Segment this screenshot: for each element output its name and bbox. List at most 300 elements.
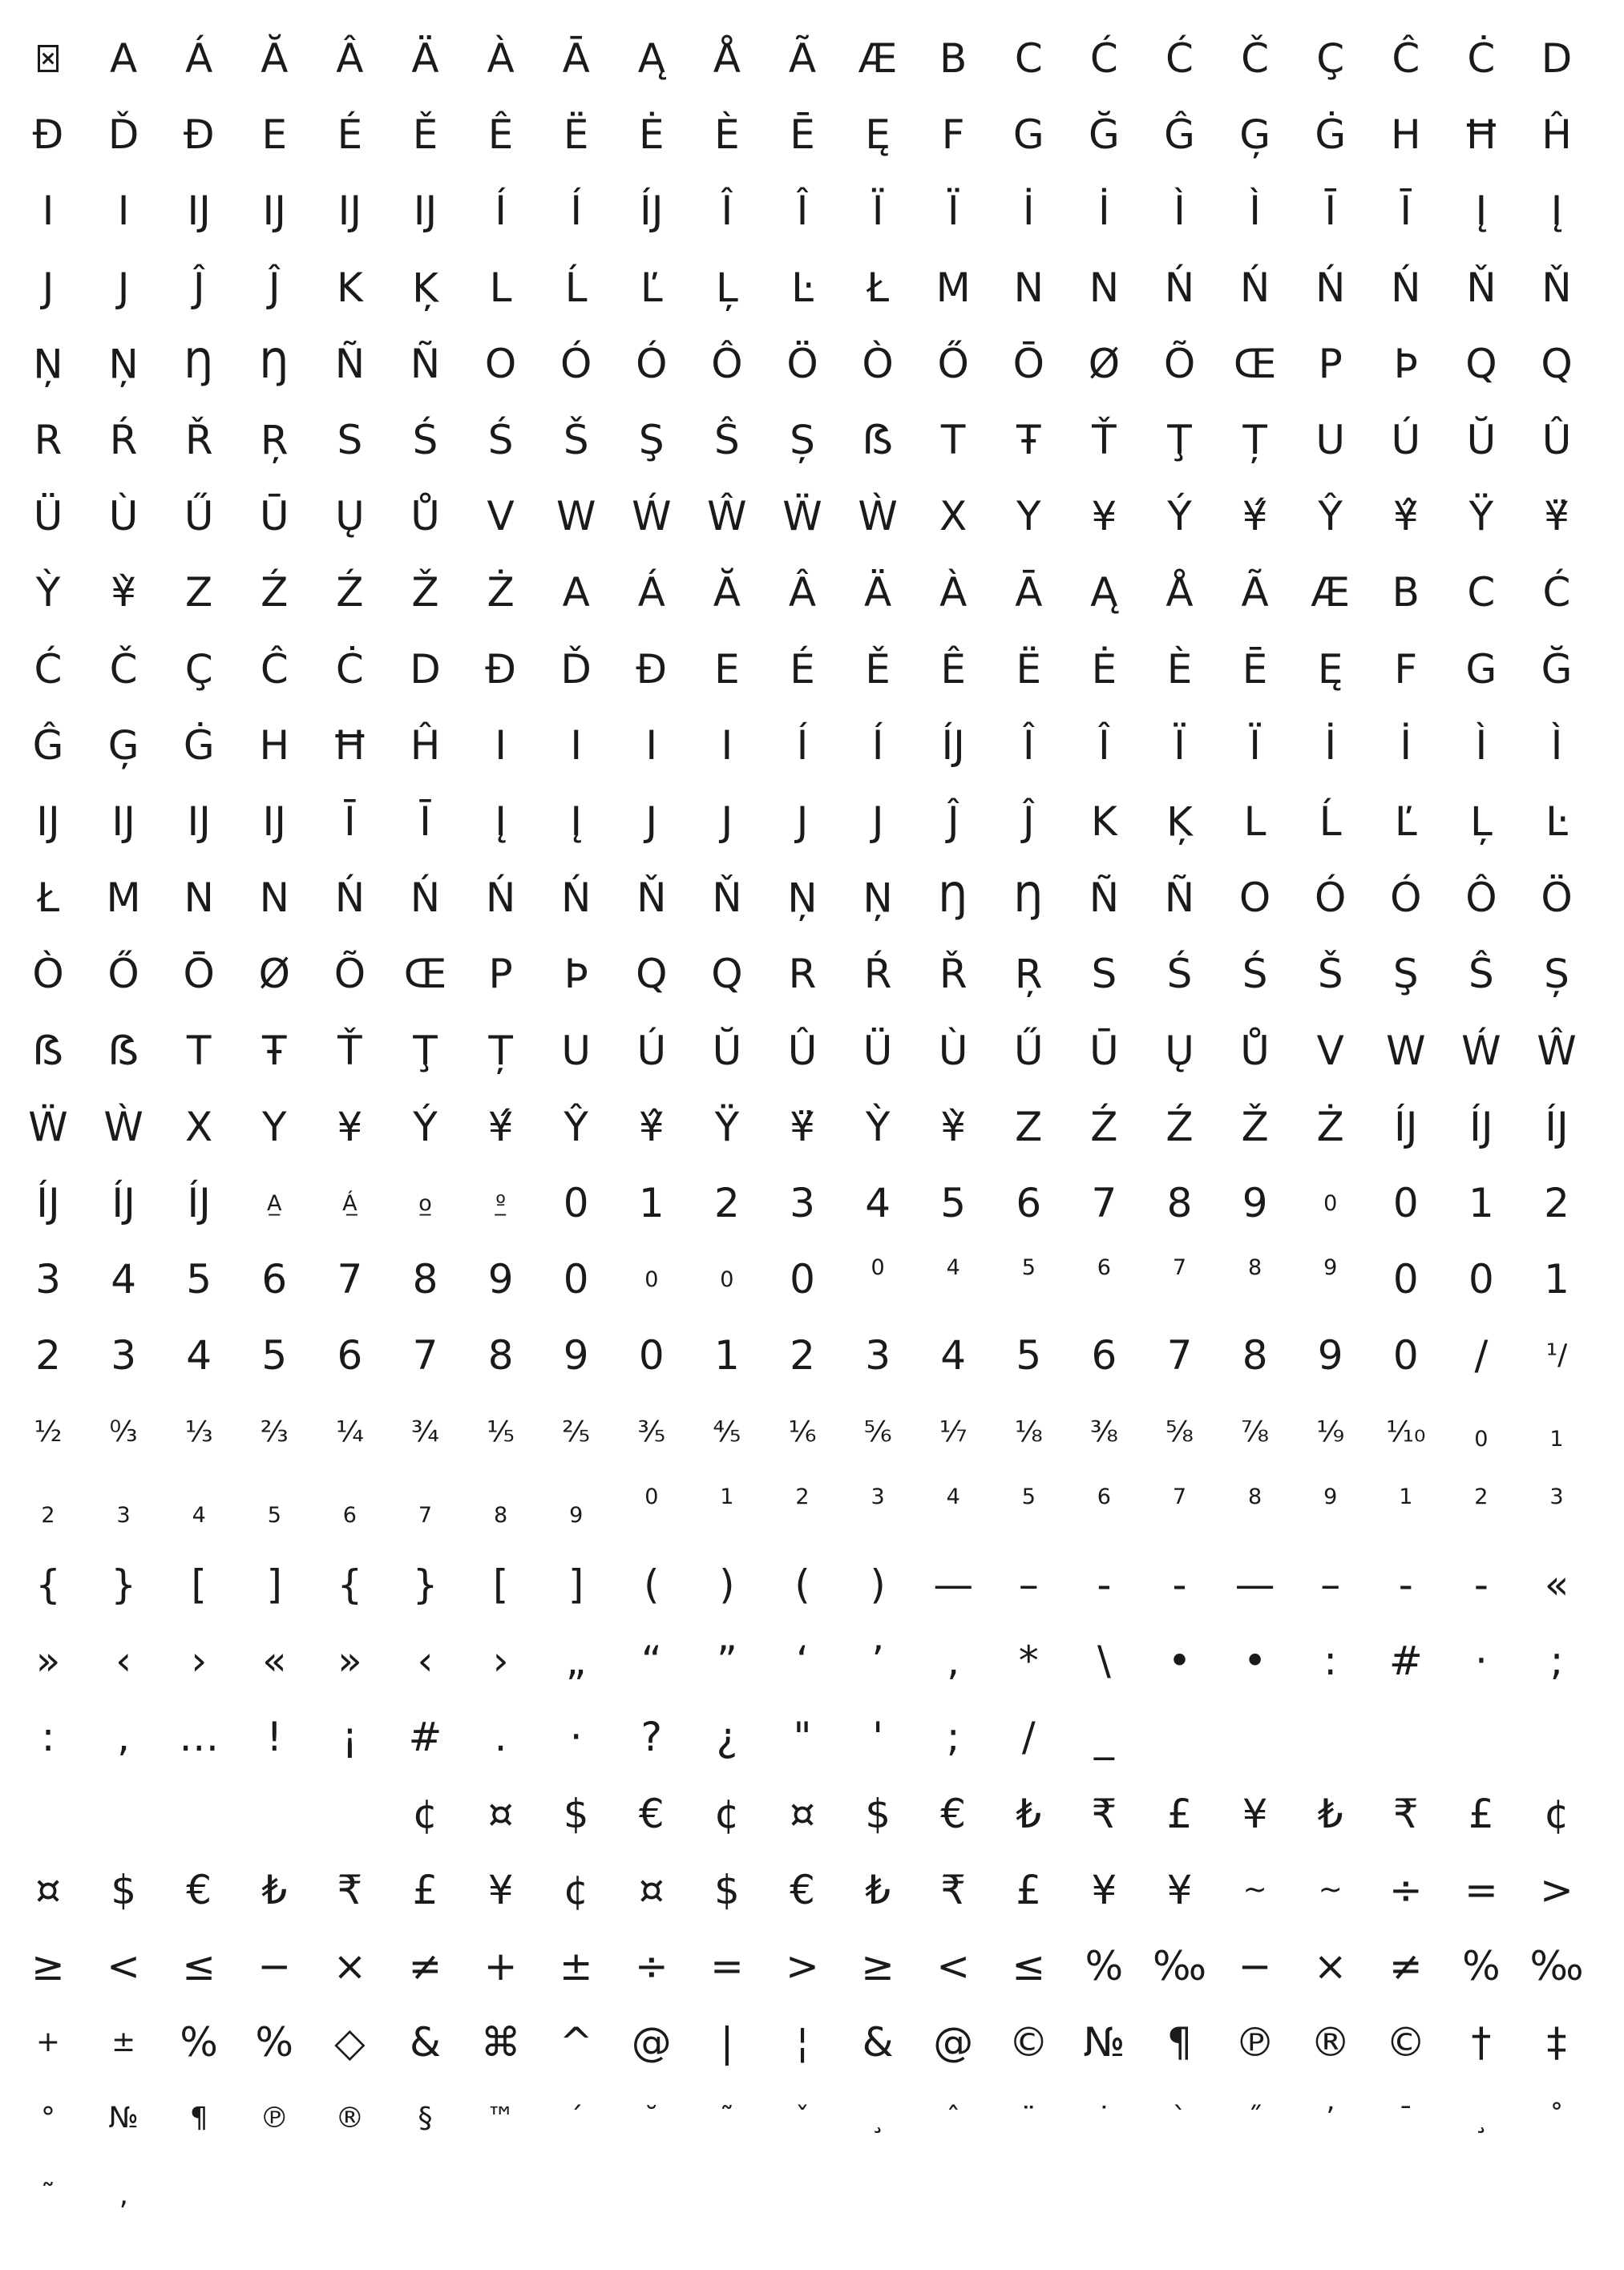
glyph-cell: 0 — [638, 1332, 665, 1379]
glyph-row — [10, 478, 1614, 555]
glyph-cell — [388, 2157, 463, 2234]
glyph-cell: H — [259, 721, 290, 769]
glyph-cell: › — [191, 1638, 208, 1685]
glyph-cell: Á̲ — [342, 1190, 358, 1216]
glyph-cell: É — [790, 645, 815, 693]
glyph-cell: Ì — [1550, 721, 1563, 769]
glyph-cell: Ẁ — [858, 493, 898, 540]
glyph-cell: Í — [570, 188, 583, 235]
glyph-cell: Í — [495, 188, 507, 235]
glyph-cell: 0 — [1392, 1256, 1419, 1303]
glyph-cell: F — [941, 111, 965, 159]
glyph-row — [10, 2157, 1614, 2234]
glyph-cell: Ţ — [1167, 417, 1192, 463]
glyph-cell: ® — [1310, 2019, 1351, 2066]
glyph-cell: Ī — [419, 798, 431, 845]
glyph-cell: ¸ — [871, 2102, 886, 2135]
glyph-cell: ¨ — [1021, 2102, 1036, 2135]
glyph-cell: " — [793, 1714, 812, 1761]
glyph-cell: ) — [719, 1561, 735, 1608]
glyph-cell: Ä — [863, 569, 892, 616]
glyph-row — [10, 1852, 1614, 1929]
glyph-cell — [614, 2157, 689, 2234]
glyph-row — [10, 96, 1614, 173]
glyph-cell: » — [337, 1638, 362, 1685]
glyph-cell: Ū — [259, 493, 289, 540]
glyph-cell: ¥̀ — [111, 569, 136, 616]
glyph-cell: Š — [563, 417, 589, 463]
glyph-cell: Ĉ — [260, 645, 289, 693]
glyph-cell — [1218, 1698, 1293, 1775]
glyph-cell: Å — [713, 35, 741, 82]
glyph-cell: 7 — [1172, 1255, 1187, 1281]
glyph-cell: 0 — [1468, 1256, 1494, 1303]
glyph-cell: ⅜ — [1089, 1415, 1118, 1448]
glyph-cell: × — [333, 1943, 367, 1989]
glyph-cell: Ç — [1316, 35, 1345, 82]
glyph-cell: Ș — [1544, 951, 1569, 998]
glyph-cell: IJ — [187, 188, 211, 235]
glyph-cell: ¢ — [713, 1790, 740, 1837]
glyph-cell: Ó — [560, 340, 592, 387]
glyph-cell: ˚ — [1549, 2102, 1564, 2135]
glyph-cell: Q — [1541, 340, 1573, 387]
glyph-cell: Ŗ — [260, 417, 289, 463]
glyph-cell: € — [638, 1790, 665, 1837]
glyph-cell: Õ — [333, 951, 366, 998]
glyph-cell: 0 — [563, 1256, 589, 1303]
glyph-cell: Ķ — [1166, 798, 1193, 845]
glyph-cell: ° — [41, 2102, 55, 2135]
glyph-cell: € — [186, 1866, 212, 1913]
glyph-cell: À — [487, 35, 515, 82]
glyph-cell: O — [1238, 874, 1271, 922]
glyph-cell: 9 — [563, 1332, 589, 1379]
glyph-cell: ™ — [486, 2102, 515, 2135]
glyph-cell: Z — [185, 569, 213, 616]
glyph-cell: ( — [644, 1561, 660, 1608]
glyph-cell: Ś — [1166, 951, 1193, 998]
glyph-cell: 9 — [569, 1502, 584, 1528]
glyph-cell: : — [1323, 1638, 1338, 1685]
glyph-cell: À — [939, 569, 968, 616]
glyph-cell: £ — [1166, 1790, 1193, 1837]
glyph-cell: G — [1012, 111, 1044, 159]
glyph-cell: - — [1398, 1561, 1413, 1608]
glyph-cell: J — [721, 798, 733, 845]
glyph-cell: Ś — [412, 417, 438, 463]
glyph-cell: Û — [787, 1027, 818, 1074]
glyph-cell: Ä — [411, 35, 439, 82]
glyph-cell: 9 — [1323, 1484, 1338, 1509]
glyph-cell: 9 — [487, 1256, 514, 1303]
glyph-cell: 3 — [111, 1332, 136, 1379]
glyph-cell: Ẁ — [103, 1103, 143, 1150]
glyph-cell: Ë — [563, 111, 589, 159]
glyph-cell: Ô — [711, 340, 743, 387]
glyph-cell: E — [261, 111, 288, 159]
glyph-cell: ( — [794, 1561, 810, 1608]
glyph-cell: Ļ — [715, 264, 738, 311]
glyph-cell: Ş — [638, 417, 665, 463]
glyph-cell: Î — [1098, 721, 1110, 769]
glyph-cell: ± — [559, 1943, 593, 1989]
glyph-cell: % — [180, 2019, 218, 2066]
glyph-cell: 4 — [192, 1502, 206, 1528]
glyph-cell: 0 — [644, 1266, 659, 1292]
glyph-cell: Ő — [107, 951, 139, 998]
glyph-cell: ¤ — [487, 1790, 514, 1837]
glyph-cell: ¯ — [1398, 2102, 1413, 2135]
glyph-cell: Ñ — [1089, 874, 1120, 922]
glyph-cell: ₺ — [1317, 1790, 1343, 1837]
glyph-cell: № — [1083, 2019, 1125, 2066]
glyph-cell: IJ — [262, 798, 287, 845]
glyph-cell: 4 — [946, 1484, 960, 1509]
glyph-cell: IJ — [337, 188, 362, 235]
glyph-cell: Ğ — [1089, 111, 1120, 159]
glyph-cell: / — [1474, 1332, 1489, 1379]
glyph-cell: ⁰⁄₃ — [109, 1415, 138, 1448]
glyph-cell — [765, 2157, 840, 2234]
glyph-cell: / — [1021, 1714, 1036, 1761]
glyph-cell: I — [495, 721, 507, 769]
glyph-cell: Ý — [413, 1103, 438, 1150]
glyph-cell: È — [714, 111, 740, 159]
glyph-cell: Ň — [712, 874, 742, 922]
glyph-cell: Û — [1541, 417, 1572, 463]
glyph-cell: ˝ — [1247, 2102, 1262, 2135]
glyph-cell: ~ — [1242, 1872, 1267, 1906]
glyph-cell: ≠ — [1388, 1943, 1423, 1989]
glyph-cell: Ģ — [1239, 111, 1271, 159]
glyph-cell: P — [1318, 340, 1343, 387]
glyph-cell: Ā — [562, 35, 590, 82]
glyph-cell: ⅝ — [1165, 1415, 1194, 1448]
glyph-cell: 9 — [1317, 1332, 1343, 1379]
glyph-cell: Ų — [335, 493, 365, 540]
glyph-cell: È — [1166, 645, 1193, 693]
glyph-cell: Ń — [334, 874, 366, 922]
glyph-cell: 3 — [865, 1332, 891, 1379]
glyph-cell: _ — [1093, 1714, 1114, 1761]
glyph-row — [10, 1928, 1614, 2005]
glyph-cell: − — [1238, 1943, 1272, 1989]
glyph-cell: S — [337, 417, 363, 463]
glyph-cell: Ț — [488, 1027, 513, 1074]
glyph-cell: J — [871, 798, 884, 845]
glyph-cell: Đ — [183, 111, 215, 159]
glyph-cell: C — [1467, 569, 1496, 616]
glyph-cell: ¦ — [795, 2019, 810, 2066]
glyph-cell: > — [786, 1943, 819, 1989]
glyph-cell: Ě — [412, 111, 438, 159]
glyph-cell: Ŕ — [863, 951, 892, 998]
glyph-cell: 8 — [1248, 1484, 1262, 1509]
glyph-cell: Ç — [184, 645, 213, 693]
glyph-cell: ] — [568, 1561, 584, 1608]
glyph-cell: Ņ — [108, 340, 139, 387]
glyph-cell: Ș — [790, 417, 815, 463]
glyph-cell: Ş — [1392, 951, 1419, 998]
glyph-cell: Ī — [1324, 188, 1337, 235]
glyph-cell: Ą — [1090, 569, 1118, 616]
glyph-cell: 1 — [1544, 1256, 1569, 1303]
glyph-cell: V — [487, 493, 515, 540]
glyph-cell: Ñ — [1164, 874, 1195, 922]
glyph-cell: Ŷ — [1318, 493, 1343, 540]
glyph-cell: – — [1320, 1561, 1341, 1608]
glyph-cell: S — [1091, 951, 1117, 998]
glyph-cell: ¡ — [341, 1714, 358, 1761]
glyph-cell — [161, 1775, 236, 1852]
glyph-cell: Ń — [560, 874, 592, 922]
glyph-cell: › — [492, 1638, 509, 1685]
glyph-cell: J — [645, 798, 658, 845]
glyph-cell: [ — [492, 1561, 509, 1608]
glyph-cell: Q — [1465, 340, 1497, 387]
glyph-cell: Ẃ — [1461, 1027, 1501, 1074]
glyph-cell: “ — [640, 1638, 662, 1685]
glyph-cell: ⅚ — [863, 1415, 892, 1448]
glyph-cell: ˇ — [795, 2102, 810, 2135]
glyph-cell — [1066, 2157, 1141, 2234]
glyph-row — [10, 1165, 1614, 1242]
glyph-cell: : — [41, 1714, 55, 1761]
glyph-cell: ₹ — [1392, 1790, 1419, 1837]
glyph-cell: ~ — [1318, 1872, 1343, 1906]
glyph-cell: 3 — [1549, 1484, 1564, 1509]
glyph-cell: IJ — [187, 798, 211, 845]
glyph-cell: T — [940, 417, 966, 463]
glyph-cell: Ë — [1016, 645, 1042, 693]
glyph-cell: Y — [262, 1103, 287, 1150]
glyph-cell: - — [1473, 1561, 1489, 1608]
glyph-row — [10, 1089, 1614, 1165]
glyph-cell: $ — [563, 1790, 589, 1837]
glyph-cell: ÷ — [634, 1943, 669, 1989]
glyph-cell: ; — [1549, 1638, 1564, 1685]
glyph-cell: Ħ — [331, 721, 369, 769]
glyph-cell: İ — [1022, 188, 1035, 235]
glyph-cell: Ŋ — [938, 874, 968, 922]
glyph-row — [10, 1698, 1614, 1775]
glyph-cell: 0 — [563, 1180, 589, 1226]
glyph-cell — [312, 2157, 387, 2234]
glyph-cell: 4 — [940, 1332, 967, 1379]
glyph-cell: ) — [870, 1561, 886, 1608]
glyph-cell: € — [790, 1866, 815, 1913]
glyph-cell: + — [35, 2026, 61, 2059]
glyph-cell: 6 — [337, 1332, 363, 1379]
glyph-cell: 3 — [116, 1502, 131, 1528]
glyph-cell: Ć — [1089, 35, 1118, 82]
glyph-cell: Ċ — [335, 645, 364, 693]
glyph-cell: Þ — [1393, 340, 1418, 387]
glyph-cell: Ă — [713, 569, 741, 616]
glyph-cell: Ù — [938, 1027, 968, 1074]
glyph-cell: > — [1540, 1866, 1574, 1913]
glyph-cell: M — [106, 874, 141, 922]
glyph-cell: ‹ — [417, 1638, 434, 1685]
glyph-cell: ¥ — [487, 1866, 514, 1913]
glyph-cell: Đ — [485, 645, 516, 693]
glyph-cell: Ĵ — [268, 264, 281, 311]
glyph-cell: „ — [565, 1638, 587, 1685]
glyph-cell: ¿ — [716, 1714, 738, 1761]
glyph-cell: Ă — [261, 35, 289, 82]
glyph-cell: Ŋ — [1013, 874, 1044, 922]
glyph-cell: IJ — [262, 188, 287, 235]
glyph-cell: ẞ — [862, 417, 894, 463]
glyph-cell: Ñ — [410, 340, 441, 387]
glyph-cell: Č — [1241, 35, 1270, 82]
glyph-cell: Ŷ — [564, 1103, 588, 1150]
glyph-cell: Ļ — [1469, 798, 1493, 845]
glyph-cell: ¥ — [1166, 1866, 1193, 1913]
glyph-cell: Ī — [1400, 188, 1412, 235]
glyph-cell: I — [570, 721, 583, 769]
glyph-cell: 1 — [1468, 1180, 1494, 1226]
glyph-cell: 7 — [412, 1332, 438, 1379]
glyph-row — [10, 554, 1614, 631]
glyph-cell: ÷ — [1388, 1866, 1423, 1913]
glyph-cell: L — [489, 264, 512, 311]
glyph-cell: Y — [1016, 493, 1041, 540]
glyph-cell: * — [1018, 1638, 1039, 1685]
glyph-cell: J — [117, 264, 130, 311]
glyph-cell: { — [35, 1561, 61, 1608]
glyph-cell: Í — [796, 721, 809, 769]
glyph-cell — [161, 2157, 236, 2234]
glyph-cell: Ť — [337, 1027, 362, 1074]
glyph-cell: ⅞ — [1241, 1415, 1270, 1448]
glyph-cell — [915, 2157, 991, 2234]
glyph-cell: U — [1315, 417, 1345, 463]
glyph-cell: Â — [336, 35, 364, 82]
glyph-cell — [1368, 2157, 1444, 2234]
glyph-cell: Ę — [1317, 645, 1343, 693]
glyph-cell: Ď — [560, 645, 592, 693]
glyph-cell: ˜ — [41, 2178, 55, 2211]
glyph-cell: € — [940, 1790, 967, 1837]
glyph-cell: ≤ — [182, 1943, 216, 1989]
glyph-cell: A — [562, 569, 590, 616]
glyph-cell: N — [1089, 264, 1120, 311]
glyph-cell: ¸ — [1473, 2102, 1489, 2135]
glyph-cell: 0 — [720, 1266, 734, 1292]
glyph-cell: Ę — [865, 111, 891, 159]
glyph-cell: Ğ — [1541, 645, 1573, 693]
glyph-cell: Ỳ — [35, 569, 61, 616]
glyph-cell: R — [788, 951, 817, 998]
glyph-cell: Ó — [1315, 874, 1347, 922]
glyph-cell: Ś — [1242, 951, 1268, 998]
glyph-cell: Ê — [487, 111, 514, 159]
glyph-cell: № — [108, 2102, 139, 2135]
glyph-cell: ‚ — [119, 2178, 128, 2211]
glyph-cell: ; — [946, 1714, 960, 1761]
glyph-cell: – — [1018, 1561, 1039, 1608]
glyph-cell: Ž — [411, 569, 439, 616]
glyph-cell: W — [555, 493, 596, 540]
glyph-row — [10, 2080, 1614, 2157]
glyph-cell: $ — [865, 1790, 891, 1837]
glyph-cell: 0 — [1392, 1180, 1419, 1226]
glyph-cell: Ŗ — [1014, 951, 1043, 998]
glyph-cell: ⌘ — [480, 2019, 521, 2066]
glyph-cell: Ï — [1249, 721, 1261, 769]
glyph-cell: Ģ — [107, 721, 139, 769]
glyph-cell: Æ — [1311, 569, 1351, 616]
glyph-cell: } — [412, 1561, 438, 1608]
glyph-cell: ⅖ — [562, 1415, 591, 1448]
glyph-cell: 0 — [1392, 1332, 1419, 1379]
glyph-cell: Ű — [1013, 1027, 1044, 1074]
glyph-cell: Ć — [1165, 35, 1194, 82]
glyph-cell: 0 — [790, 1256, 815, 1303]
glyph-cell: − — [257, 1943, 292, 1989]
glyph-cell: T — [186, 1027, 212, 1074]
glyph-row — [10, 1622, 1614, 1699]
glyph-cell: @ — [933, 2019, 974, 2066]
glyph-cell: [ — [191, 1561, 207, 1608]
glyph-cell: Ẅ — [782, 493, 822, 540]
glyph-cell: O — [484, 340, 517, 387]
glyph-cell: ℗ — [260, 2102, 289, 2135]
glyph-cell: I — [42, 188, 55, 235]
glyph-cell — [1519, 1698, 1594, 1775]
glyph-cell — [236, 1775, 312, 1852]
glyph-cell — [1293, 1698, 1368, 1775]
glyph-cell: Ź — [1165, 1103, 1194, 1150]
glyph-cell: H — [1390, 111, 1421, 159]
glyph-cell: L — [1243, 798, 1266, 845]
glyph-cell: Ô — [1465, 874, 1497, 922]
glyph-cell: 2 — [35, 1332, 61, 1379]
glyph-cell: Ï — [1174, 721, 1186, 769]
glyph-row — [10, 325, 1614, 402]
glyph-cell: 8 — [1248, 1255, 1262, 1281]
glyph-cell: Ĉ — [1392, 35, 1420, 82]
glyph-cell: Ī — [344, 798, 356, 845]
glyph-cell: ¼ — [335, 1415, 364, 1448]
glyph-cell: 2 — [795, 1484, 810, 1509]
glyph-cell: ˘ — [644, 2102, 659, 2135]
glyph-cell: @ — [631, 2019, 672, 2066]
glyph-cell: Ņ — [862, 874, 893, 922]
glyph-cell: 1 — [713, 1332, 740, 1379]
glyph-cell — [1142, 2157, 1218, 2234]
glyph-cell: | — [720, 2019, 734, 2066]
glyph-cell: Ĥ — [1541, 111, 1572, 159]
glyph-cell: Å — [1165, 569, 1194, 616]
glyph-cell: º̲ — [495, 1190, 506, 1216]
glyph-cell: Č — [109, 645, 138, 693]
glyph-cell: 3 — [871, 1484, 885, 1509]
glyph-cell: Ľ — [640, 264, 663, 311]
glyph-cell: Į — [1550, 188, 1563, 235]
glyph-cell: Ý — [1167, 493, 1192, 540]
glyph-cell: ≠ — [408, 1943, 442, 1989]
glyph-cell: D — [1541, 35, 1573, 82]
glyph-cell: Ø — [258, 951, 290, 998]
glyph-cell: 8 — [1166, 1180, 1193, 1226]
glyph-cell: ⅛ — [1014, 1415, 1043, 1448]
glyph-cell: ÍJ — [1469, 1103, 1493, 1150]
glyph-cell: Ġ — [183, 721, 215, 769]
glyph-cell: IJ — [413, 188, 438, 235]
